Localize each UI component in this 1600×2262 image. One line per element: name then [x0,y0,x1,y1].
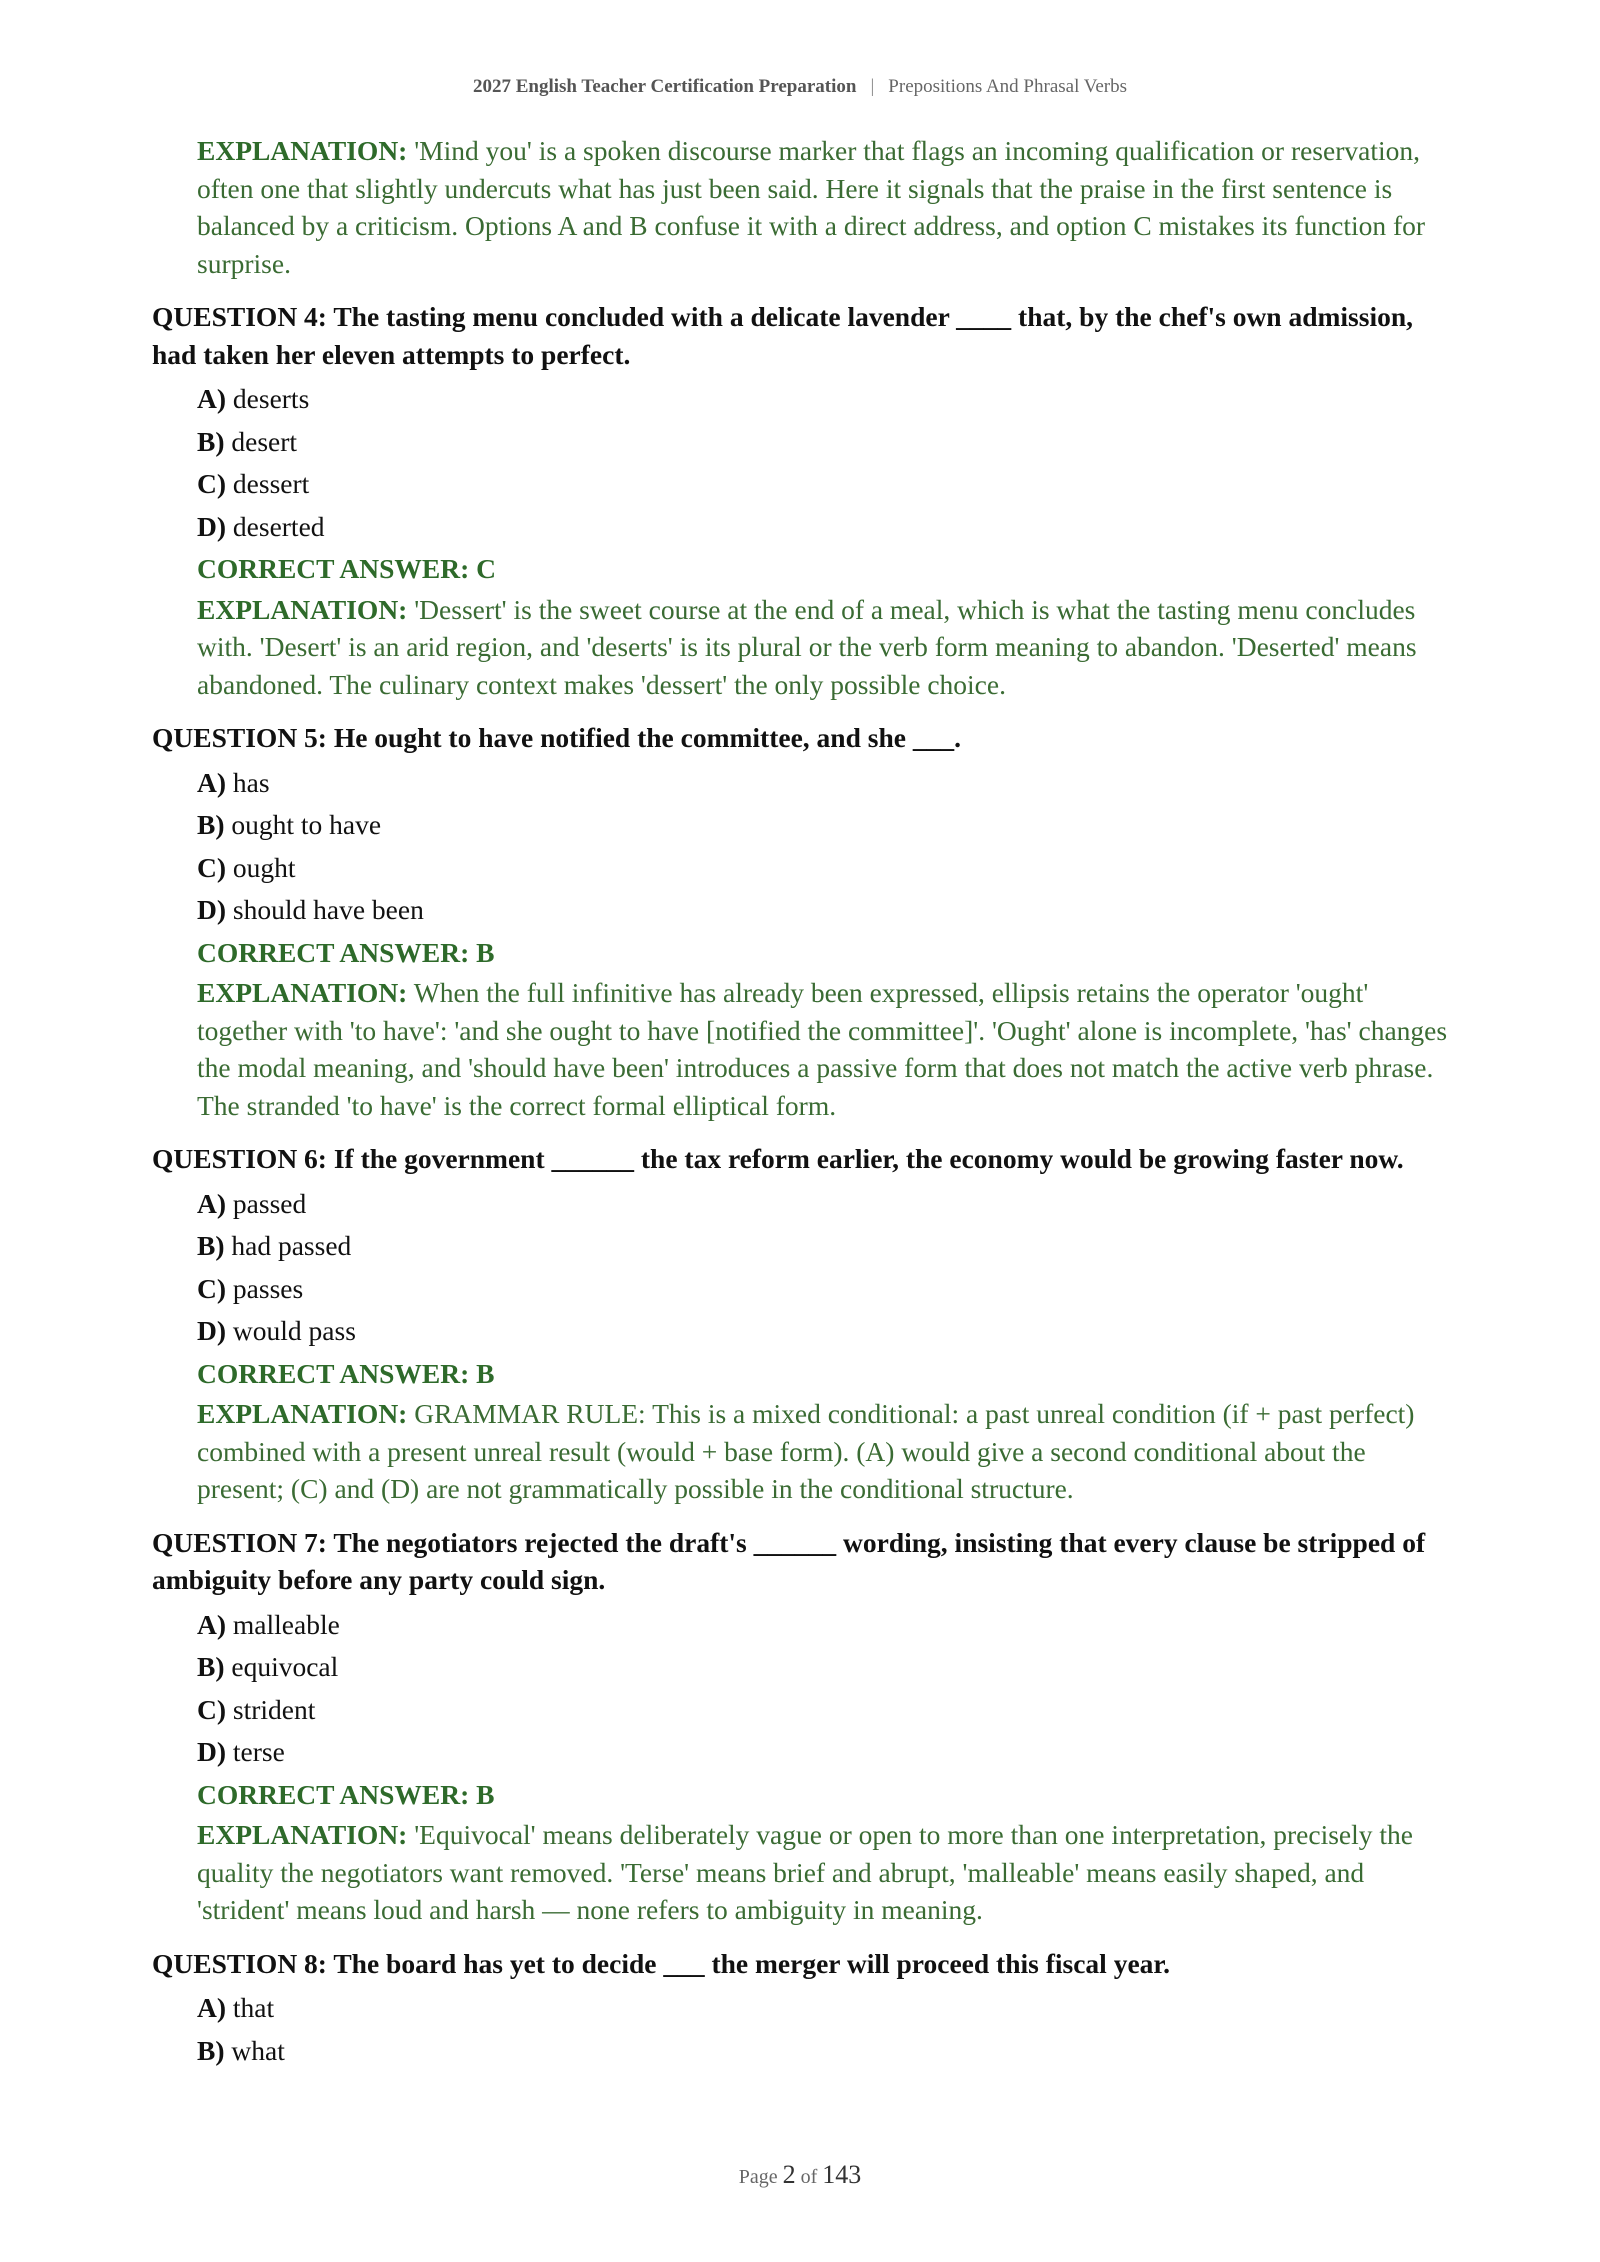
option-text: should have been [232,894,424,925]
explanation-text: 'Mind you' is a spoken discourse marker that flags an incoming qualification or reservation, often one that slightly undercuts what has just been said. Here it signals that the praise in the first sentence is balanced by a criticism. Options A and B confuse it with a direct address, and option C mistakes its function for surprise. [197,135,1426,279]
option-letter: A) [197,1608,227,1640]
option-letter: B) [197,2034,225,2066]
option-text: has [232,766,270,798]
option-a [197,378,1452,421]
options-list [197,762,1452,932]
question-text: QUESTION 5: He ought to have notified the committee, and she ___. [152,722,961,753]
of-word: of [800,2166,818,2188]
option-text: equivocal [231,1651,339,1682]
option-letter: B) [197,425,225,457]
explanation-label: EXPLANATION: [197,1398,408,1429]
option-text: dessert [232,468,310,499]
option-letter: D) [197,1315,227,1346]
option-d [197,889,1452,932]
question-text: QUESTION 4: The tasting menu concluded with a delicate lavender ____ that, by the chef's own admission, had taken her eleven attempts to perfect. [152,301,1414,370]
option-letter: C) [197,468,227,499]
options-list [197,1987,1452,2072]
option-a [197,1183,1452,1226]
page-number: 2 [782,2160,796,2189]
option-letter: A) [197,766,227,798]
explanation [197,132,1452,282]
option-a [197,1604,1452,1647]
option-c [197,847,1452,890]
option-text: passed [232,1187,307,1219]
option-letter: A) [197,1992,227,2023]
question-block [152,1524,1452,1929]
question-block [152,1945,1452,2073]
correct-answer: CORRECT ANSWER: B [197,1357,495,1389]
option-letter: B) [197,1651,225,1682]
question-text: QUESTION 7: The negotiators rejected the draft's ______ wording, insisting that every clause be stripped of ambiguity before any party could sign. [152,1526,1426,1595]
correct-answer: CORRECT ANSWER: C [197,553,496,584]
option-d [197,1310,1452,1353]
option-a [197,762,1452,805]
option-text: strident [232,1693,316,1725]
option-text: malleable [232,1608,340,1640]
options-list [197,378,1452,548]
option-letter: D) [197,1736,227,1767]
option-b [197,1646,1452,1689]
option-b [197,421,1452,464]
option-letter: D) [197,894,227,925]
explanation-text: GRAMMAR RULE: This is a mixed conditional: a past unreal condition (if + past perfect) combined with a present unreal result (would + base form). (A) would give a second conditional about the present; (C) and (D) are not grammatically possible in the conditional structure. [197,1398,1415,1504]
option-d [197,1731,1452,1774]
explanation-label: EXPLANATION: [197,1819,408,1850]
option-text: deserted [232,510,325,542]
option-text: desert [231,425,298,457]
option-text: terse [232,1736,285,1767]
page-header [0,76,1600,98]
explanation-label: EXPLANATION: [197,593,408,625]
option-c [197,1268,1452,1311]
option-text: ought to have [231,809,382,840]
page-footer [0,2160,1600,2190]
explanation-text: 'Dessert' is the sweet course at the end of a meal, which is what the tasting menu concludes with. 'Desert' is an arid region, and 'deserts' is its plural or the verb form meaning to abandon. 'Deserted' means abandoned. The culinary context makes 'dessert' the only possible choice. [197,593,1417,700]
explanation [197,591,1452,704]
option-b [197,2030,1452,2073]
option-letter: D) [197,510,227,542]
explanation-text: 'Equivocal' means deliberately vague or open to more than one interpretation, precisely the quality the negotiators want removed. 'Terse' means brief and abrupt, 'malleable' means easily shaped, and 'strident' means loud and harsh — none refers to ambiguity in meaning. [197,1819,1414,1925]
question-text: QUESTION 8: The board has yet to decide ___ the merger will proceed this fiscal year. [152,1947,1170,1979]
option-letter: B) [197,809,225,840]
total-pages: 143 [822,2160,862,2189]
option-letter: B) [197,1230,225,1261]
question-block [152,298,1452,703]
option-text: that [232,1992,275,2023]
explanation-text: When the full infinitive has already been expressed, ellipsis retains the operator 'ought' together with 'to have': 'and she ought to have [notified the committee]'. 'Ought' alone is incomplete, 'has' changes the modal meaning, and 'should have been' introduces a passive form that does not match the active verb phrase. The stranded 'to have' is the correct formal elliptical form. [197,977,1448,1121]
options-list [197,1183,1452,1353]
option-c [197,463,1452,506]
explanation-label: EXPLANATION: [197,977,408,1008]
document-title: 2027 English Teacher Certification Preparation [472,76,857,97]
option-d [197,506,1452,549]
option-letter: C) [197,1272,227,1304]
option-c [197,1689,1452,1732]
section-title: Prepositions And Phrasal Verbs [888,76,1128,97]
option-text: what [231,2034,285,2066]
explanation [197,974,1452,1124]
page-content [152,132,1452,2072]
explanation [197,1395,1452,1508]
option-letter: A) [197,383,227,414]
option-letter: C) [197,851,227,883]
option-text: ought [232,851,296,883]
option-letter: A) [197,1187,227,1219]
header-separator: | [870,76,875,97]
option-text: would pass [232,1315,356,1346]
explanation-label: EXPLANATION: [197,135,408,166]
option-text: had passed [231,1230,352,1261]
option-b [197,804,1452,847]
page-word: Page [738,2166,778,2188]
explanation [197,1816,1452,1929]
question-text: QUESTION 6: If the government ______ the tax reform earlier, the economy would be growing faster now. [152,1143,1404,1174]
question-block [152,719,1452,1124]
option-text: deserts [232,383,310,414]
option-b [197,1225,1452,1268]
option-a [197,1987,1452,2030]
options-list [197,1604,1452,1774]
option-text: passes [232,1272,304,1304]
question-block [152,1140,1452,1508]
correct-answer: CORRECT ANSWER: B [197,936,495,968]
option-letter: C) [197,1693,227,1725]
correct-answer: CORRECT ANSWER: B [197,1778,495,1810]
